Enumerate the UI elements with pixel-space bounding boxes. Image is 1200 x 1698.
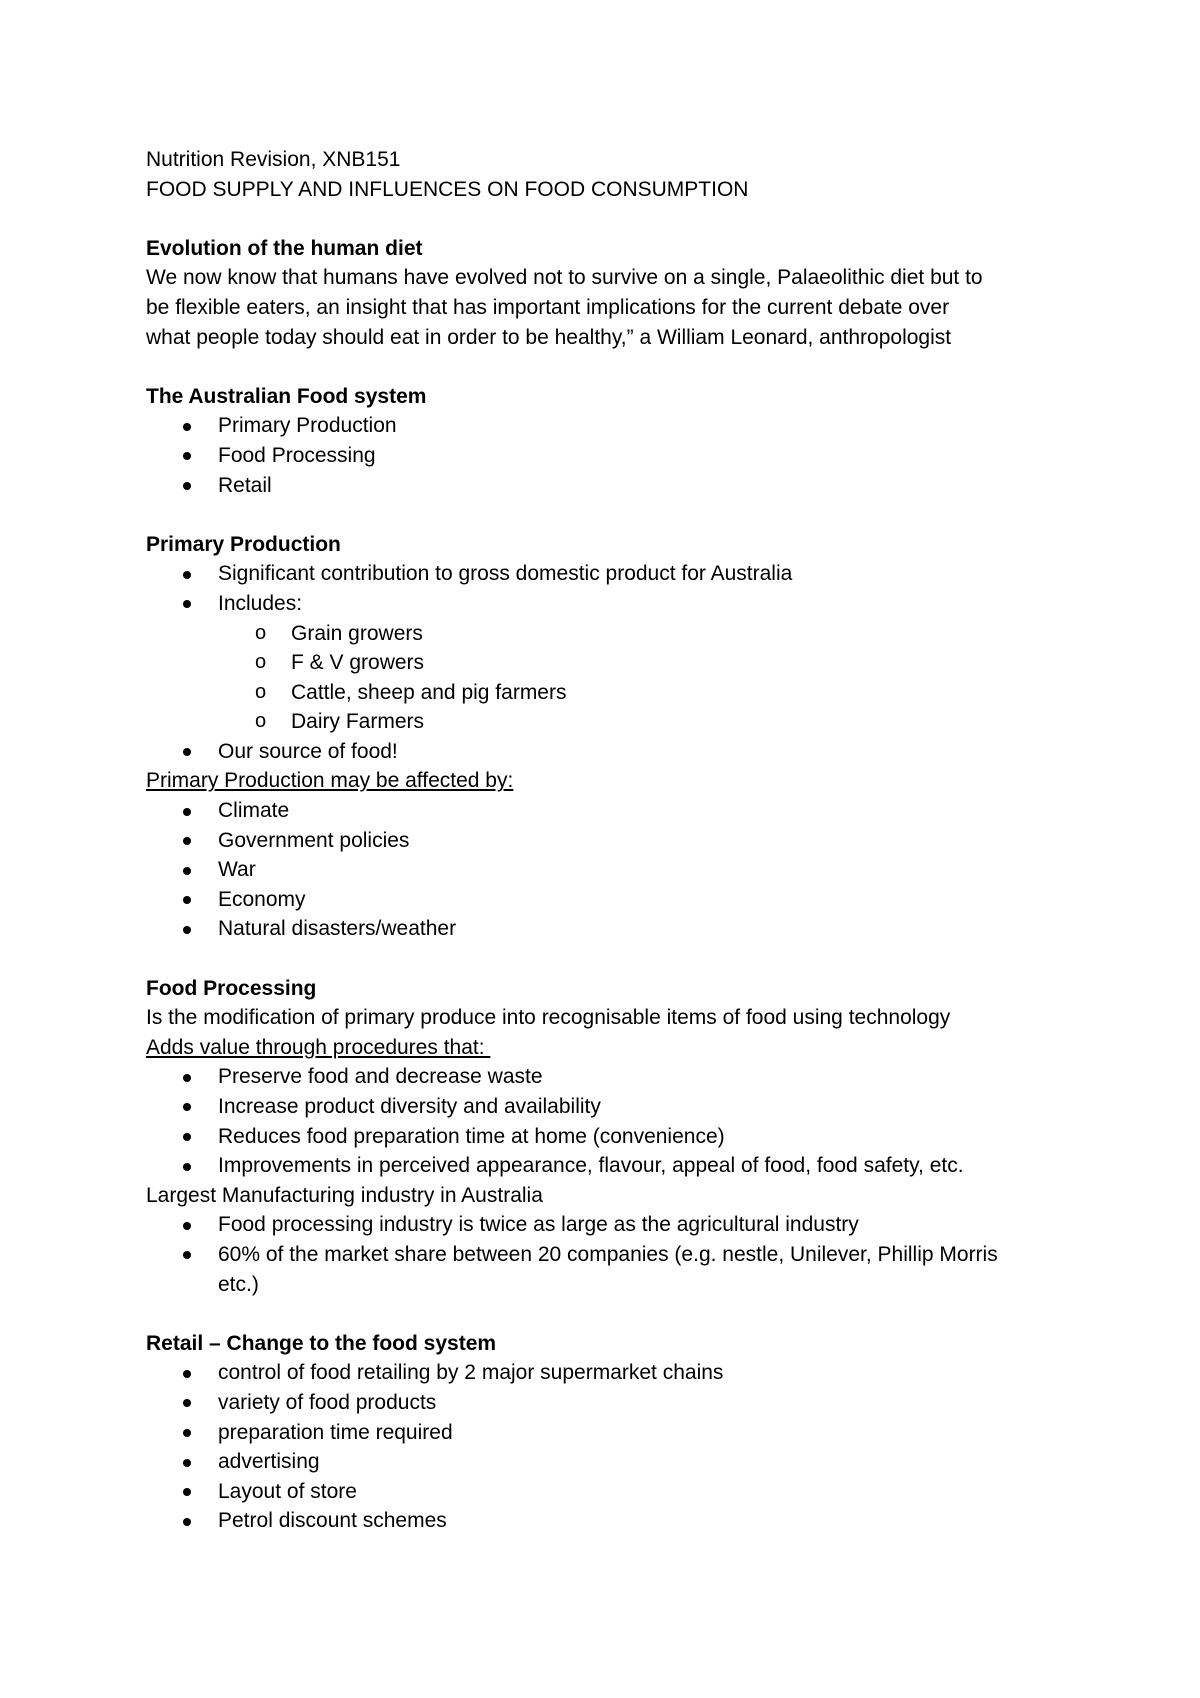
bullet-icon — [183, 452, 191, 460]
sub-list-item: o Dairy Farmers — [146, 707, 1076, 737]
sub-list-item: o Grain growers — [146, 619, 1076, 649]
adds-value-heading: Adds value through procedures that: — [146, 1035, 491, 1059]
list-item: control of food retailing by 2 major supermarket chains — [146, 1358, 1076, 1388]
circle-bullet-icon: o — [255, 710, 267, 733]
processing-heading: Food Processing — [146, 976, 317, 1000]
list-item: Increase product diversity and availability — [146, 1092, 1076, 1122]
bullet-icon — [183, 1074, 191, 1082]
bullet-icon — [183, 748, 191, 756]
list-item: Improvements in perceived appearance, flavour, appeal of food, food safety, etc. — [146, 1151, 1076, 1181]
bullet-icon — [183, 423, 191, 431]
list-item: Economy — [146, 885, 1076, 915]
bullet-icon — [183, 1251, 191, 1259]
list-item-continuation: etc.) — [218, 1272, 259, 1296]
document-page — [146, 145, 1076, 1536]
evolution-line: We now know that humans have evolved not to survive on a single, Palaeolithic diet but to — [146, 266, 983, 290]
list-item: variety of food products — [146, 1388, 1076, 1418]
list-item: Significant contribution to gross domestic product for Australia — [146, 559, 1076, 589]
list-item: Government policies — [146, 826, 1076, 856]
circle-bullet-icon: o — [255, 680, 267, 703]
list-item: Our source of food! — [146, 737, 1076, 767]
bullet-icon — [183, 837, 191, 845]
bullet-icon — [183, 1103, 191, 1111]
list-item: Food processing industry is twice as large as the agricultural industry — [146, 1210, 1076, 1240]
bullet-icon — [183, 867, 191, 875]
primary-heading: Primary Production — [146, 532, 341, 556]
list-item: Includes: — [146, 589, 1076, 619]
aus-system-heading: The Australian Food system — [146, 384, 427, 408]
circle-bullet-icon: o — [255, 651, 267, 674]
bullet-icon — [183, 482, 191, 490]
retail-heading: Retail – Change to the food system — [146, 1331, 497, 1355]
list-item: Retail — [146, 471, 1076, 501]
bullet-icon — [183, 1222, 191, 1230]
list-item: Preserve food and decrease waste — [146, 1062, 1076, 1092]
list-item: Reduces food preparation time at home (convenience) — [146, 1122, 1076, 1152]
bullet-icon — [183, 1459, 191, 1467]
circle-bullet-icon: o — [255, 621, 267, 644]
list-item: Primary Production — [146, 411, 1076, 441]
list-item: 60% of the market share between 20 companies (e.g. nestle, Unilever, Phillip Morris — [146, 1240, 1076, 1270]
doc-title: Nutrition Revision, XNB151 — [146, 148, 401, 171]
list-item: Layout of store — [146, 1477, 1076, 1507]
list-item: Climate — [146, 796, 1076, 826]
bullet-icon — [183, 926, 191, 934]
list-item: War — [146, 855, 1076, 885]
bullet-icon — [183, 600, 191, 608]
bullet-icon — [183, 896, 191, 904]
evolution-line: be flexible eaters, an insight that has important implications for the current debate over — [146, 295, 950, 319]
bullet-icon — [183, 1370, 191, 1378]
bullet-icon — [183, 1429, 191, 1437]
bullet-icon — [183, 1399, 191, 1407]
bullet-icon — [183, 1518, 191, 1526]
processing-desc: Is the modification of primary produce into recognisable items of food using technology — [146, 1006, 951, 1030]
sub-list-item: o F & V growers — [146, 648, 1076, 678]
bullet-icon — [183, 808, 191, 816]
list-item: preparation time required — [146, 1418, 1076, 1448]
list-item: Petrol discount schemes — [146, 1506, 1076, 1536]
sub-list-item: o Cattle, sheep and pig farmers — [146, 678, 1076, 708]
bullet-icon — [183, 1163, 191, 1171]
list-item: Food Processing — [146, 441, 1076, 471]
bullet-icon — [183, 1133, 191, 1141]
evolution-heading: Evolution of the human diet — [146, 236, 423, 260]
bullet-icon — [183, 571, 191, 579]
largest-industry: Largest Manufacturing industry in Australia — [146, 1183, 543, 1207]
list-item: Natural disasters/weather — [146, 914, 1076, 944]
doc-subtitle: FOOD SUPPLY AND INFLUENCES ON FOOD CONSUMPTION — [146, 177, 749, 201]
list-item: advertising — [146, 1447, 1076, 1477]
affected-heading: Primary Production may be affected by: — [146, 769, 514, 793]
bullet-icon — [183, 1488, 191, 1496]
evolution-line: what people today should eat in order to be healthy,” a William Leonard, anthropologist — [146, 325, 952, 349]
